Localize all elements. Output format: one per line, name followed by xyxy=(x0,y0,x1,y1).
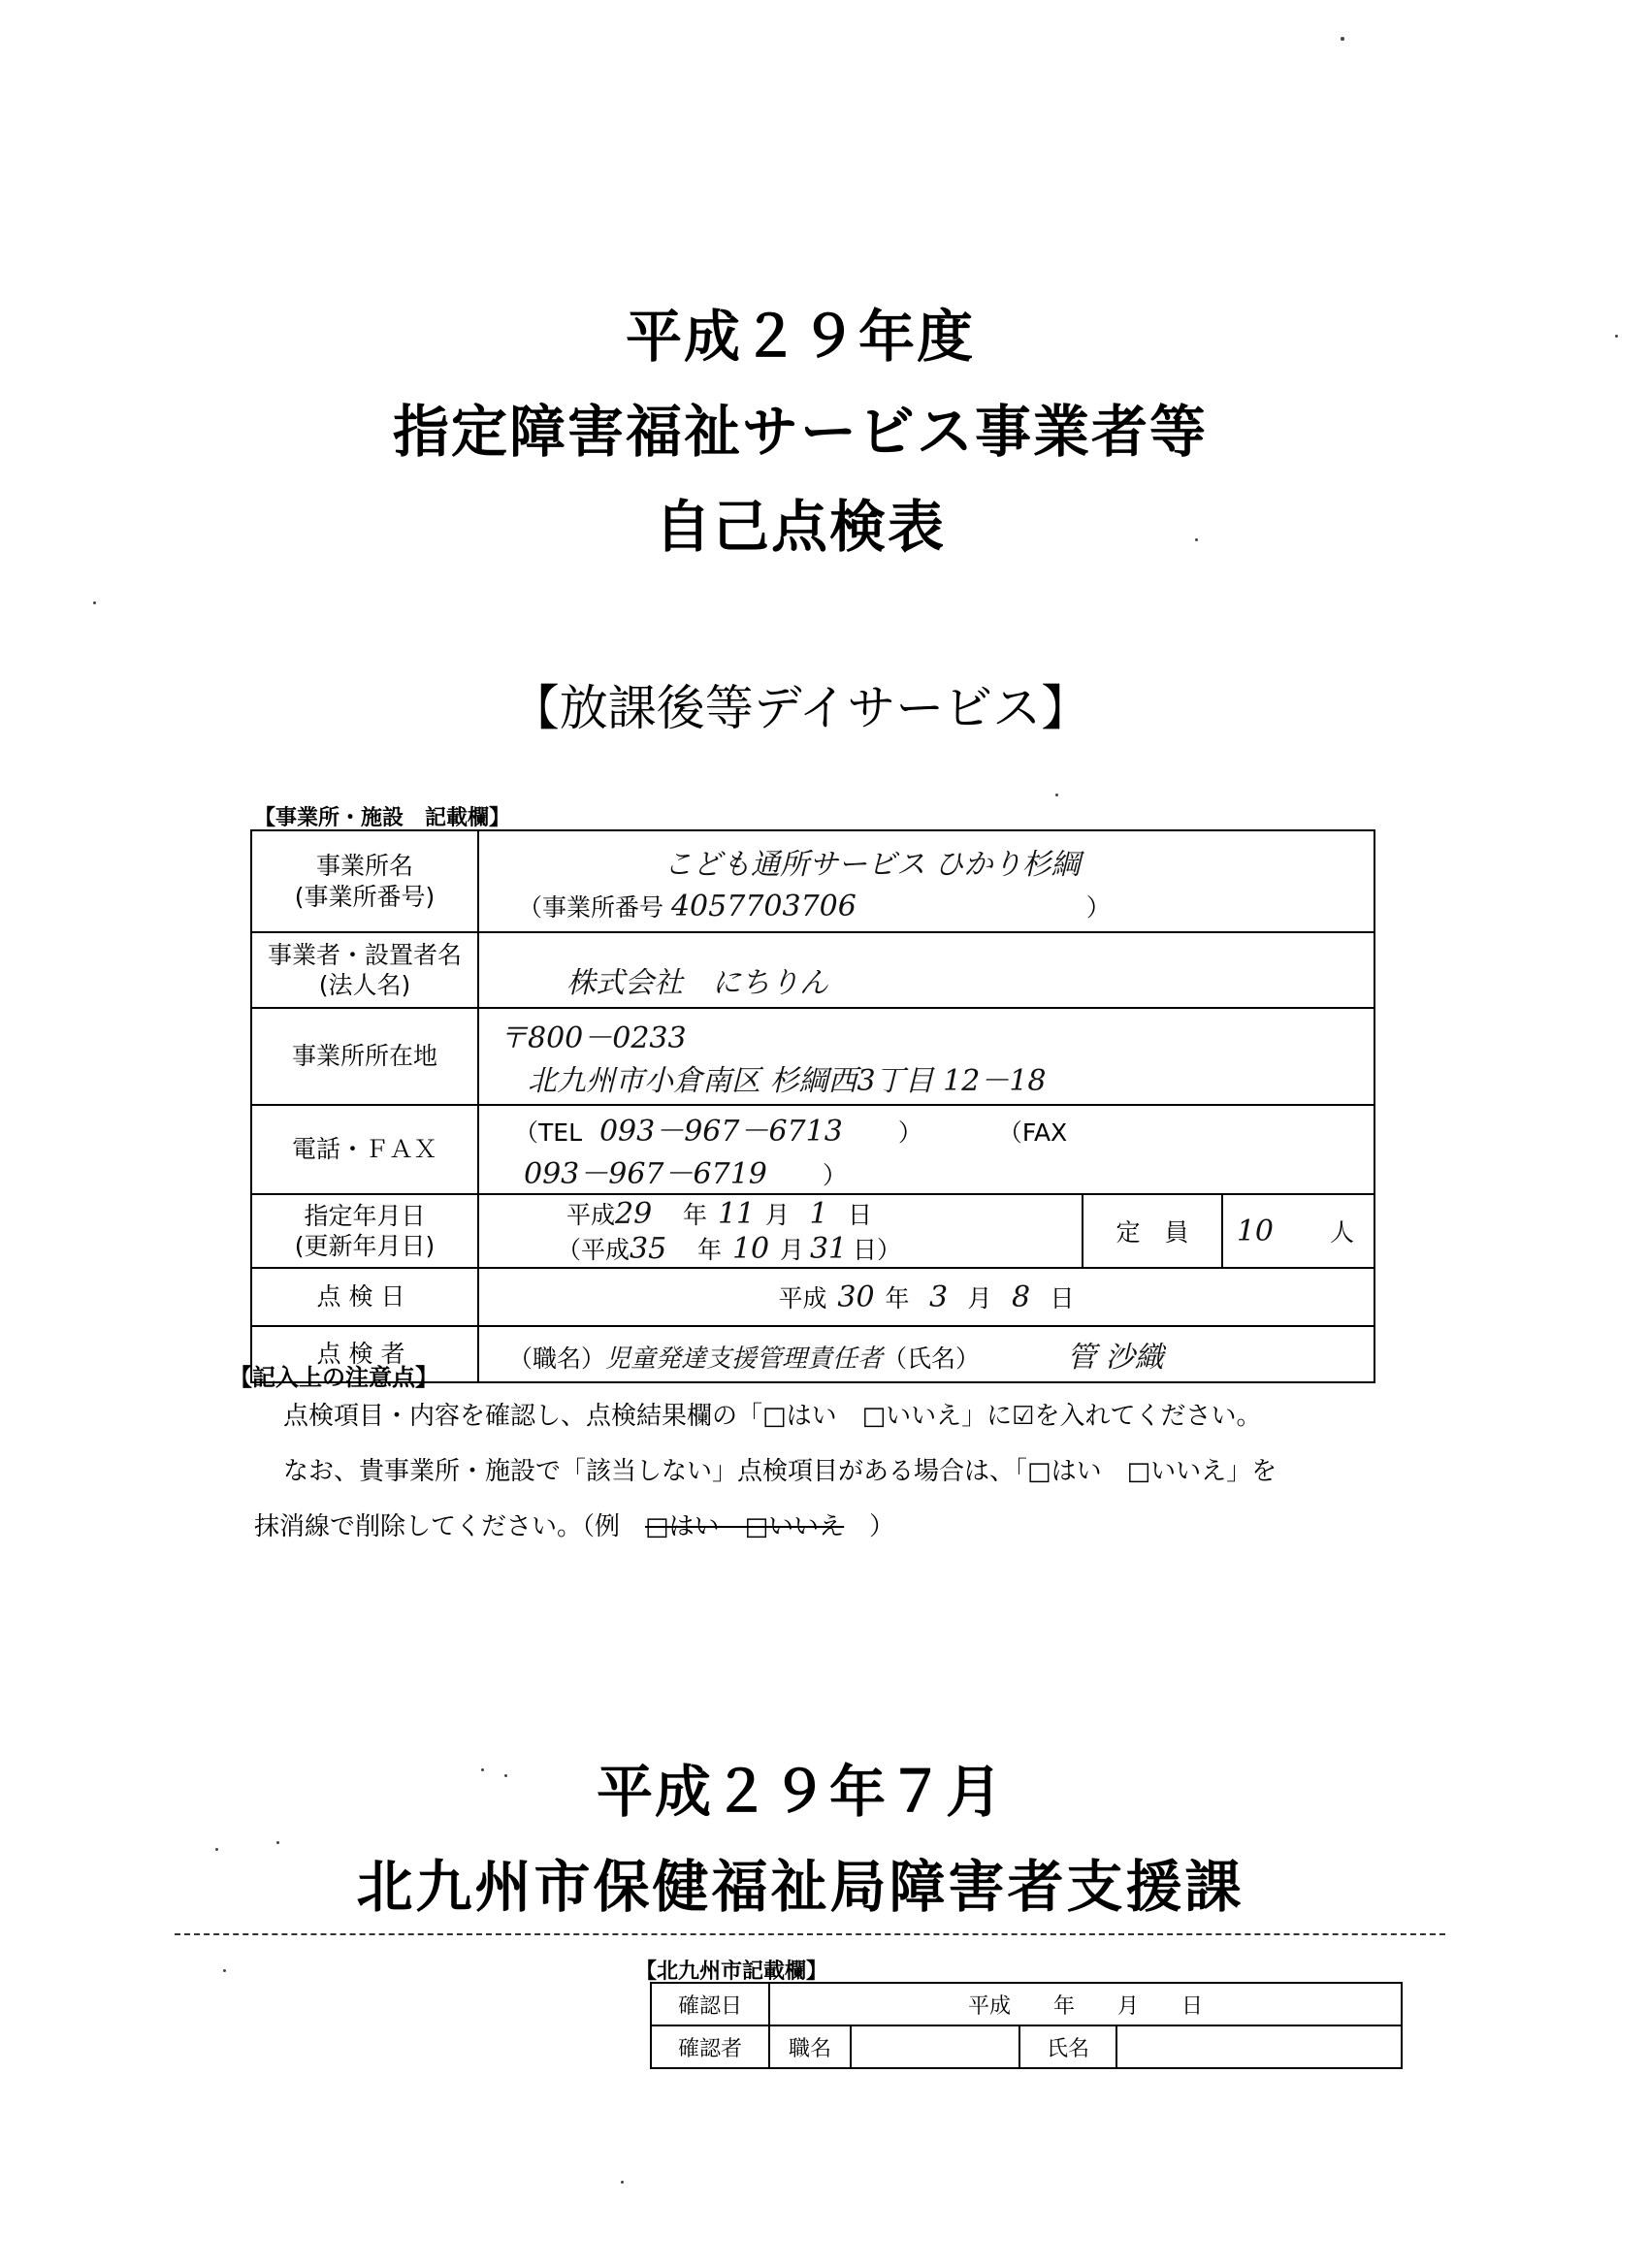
office-number-suffix: ） xyxy=(1085,892,1111,922)
office-name-label: 事業所名 (事業所番号) xyxy=(251,830,478,932)
scan-speck xyxy=(1615,335,1618,338)
notes-line-1: 点検項目・内容を確認し、点検結果欄の「□はい □いいえ」に☑を入れてください。 xyxy=(283,1402,1262,1431)
notes-heading: 【記入上の注意点】 xyxy=(229,1364,438,1391)
inspection-day: 8 xyxy=(1011,1280,1031,1314)
address-value: 北九州市小倉南区 杉綱西3丁目 12－18 xyxy=(528,1064,1047,1098)
designation-cell[interactable] xyxy=(478,1194,1083,1268)
renewal-day-unit: 日） xyxy=(853,1236,902,1264)
confirmer-position-label: 職名 xyxy=(769,2025,851,2068)
designation-year-unit: 年 xyxy=(683,1201,708,1229)
scan-speck xyxy=(93,601,96,604)
renewal-day: 31 xyxy=(809,1232,848,1266)
city-section-heading: 【北九州市記載欄】 xyxy=(635,1960,828,1984)
designation-day: 1 xyxy=(809,1197,828,1231)
inspection-year-unit: 年 xyxy=(885,1284,910,1312)
phone-label: 電話・ＦＡＸ xyxy=(251,1105,478,1194)
scan-speck xyxy=(215,1848,218,1851)
scan-speck xyxy=(1195,538,1198,541)
inspection-era: 平成 xyxy=(778,1284,827,1312)
inspection-date-label: 点検日 xyxy=(251,1268,478,1326)
scan-speck xyxy=(1055,794,1058,796)
office-number-value: 4057703706 xyxy=(670,889,857,923)
fax-suffix: ） xyxy=(822,1161,847,1189)
scan-speck xyxy=(223,1969,226,1972)
capacity-cell[interactable] xyxy=(1222,1194,1374,1268)
scan-speck xyxy=(1341,37,1344,41)
operator-cell[interactable] xyxy=(478,932,1374,1008)
renewal-year-unit: 年 xyxy=(697,1236,723,1264)
issue-date: 平成２９年７月 xyxy=(596,1759,1004,1825)
office-name-value: こども通所サービス ひかり杉綱 xyxy=(663,847,1081,882)
tel-value: 093－967－6713 xyxy=(598,1115,843,1149)
designation-month: 11 xyxy=(717,1197,756,1231)
address-cell[interactable] xyxy=(478,1008,1374,1105)
renewal-month: 10 xyxy=(731,1232,770,1266)
fax-prefix: （FAX xyxy=(997,1118,1068,1147)
scan-speck xyxy=(504,1774,507,1777)
confirm-date-label: 確認日 xyxy=(651,1983,769,2025)
operator-label: 事業者・設置者名 (法人名) xyxy=(251,932,478,1008)
tel-suffix: ） xyxy=(897,1118,922,1147)
confirmer-position-field[interactable] xyxy=(851,2025,1019,2068)
tel-prefix: （TEL xyxy=(514,1118,582,1147)
renewal-era: （平成 xyxy=(557,1236,630,1264)
office-section-heading: 【事業所・施設 記載欄】 xyxy=(254,806,511,830)
designation-day-unit: 日 xyxy=(848,1201,873,1229)
inspector-name-value: 管 沙織 xyxy=(1067,1341,1164,1375)
notes-line-3-start: 抹消線で削除してください。（例 xyxy=(254,1512,646,1541)
scan-speck xyxy=(276,1841,279,1844)
inspector-position-prefix: （職名） xyxy=(508,1345,606,1373)
capacity-label: 定 員 xyxy=(1083,1194,1222,1268)
capacity-value: 10 xyxy=(1236,1215,1275,1248)
office-name-cell[interactable] xyxy=(478,830,1374,932)
city-confirmation-table xyxy=(650,1982,1403,2069)
renewal-year: 35 xyxy=(630,1232,667,1266)
fax-value: 093－967－6719 xyxy=(524,1157,767,1191)
confirmer-name-label: 氏名 xyxy=(1019,2025,1116,2068)
sub-title: 自己点検表 xyxy=(654,494,946,560)
inspection-month: 3 xyxy=(928,1280,949,1314)
designation-label: 指定年月日 (更新年月日) xyxy=(251,1194,478,1268)
designation-year: 29 xyxy=(615,1197,653,1231)
confirm-date-value[interactable]: 平成 年 月 日 xyxy=(769,1983,1402,2025)
inspector-label: 点検者 xyxy=(251,1326,478,1382)
renewal-month-unit: 月 xyxy=(780,1236,805,1264)
department-name: 北九州市保健福祉局障害者支援課 xyxy=(356,1854,1245,1920)
phone-cell[interactable] xyxy=(478,1105,1374,1194)
cut-line xyxy=(175,1933,1445,1935)
scan-speck xyxy=(621,2181,624,2184)
confirmer-name-field[interactable] xyxy=(1116,2025,1402,2068)
operator-value: 株式会社 にちりん xyxy=(566,965,828,1000)
service-type: 【放課後等デイサービス】 xyxy=(510,680,1090,736)
office-number-prefix: （事業所番号 xyxy=(518,892,664,922)
notes-line-2: なお、貴事業所・施設で「該当しない」点検項目がある場合は、「□はい □いいえ」を xyxy=(283,1457,1277,1486)
inspection-date-cell[interactable] xyxy=(478,1268,1374,1326)
confirmer-label: 確認者 xyxy=(651,2025,769,2068)
notes-block xyxy=(254,1389,1418,1555)
office-info-table xyxy=(250,829,1375,1383)
year-title: 平成２９年度 xyxy=(625,304,975,370)
inspection-year: 30 xyxy=(837,1280,875,1314)
notes-line-3-end: ） xyxy=(844,1512,895,1541)
scan-speck xyxy=(481,1768,484,1771)
inspector-position-value: 児童発達支援管理責任者 xyxy=(605,1345,884,1374)
inspector-name-prefix: （氏名） xyxy=(883,1345,981,1373)
notes-strike-example: □はい □いいえ xyxy=(645,1512,845,1541)
postal-code: 〒800－0233 xyxy=(499,1021,687,1055)
capacity-unit: 人 xyxy=(1329,1218,1354,1247)
designation-era: 平成 xyxy=(566,1201,616,1229)
inspection-day-unit: 日 xyxy=(1050,1284,1075,1312)
designation-month-unit: 月 xyxy=(765,1201,791,1229)
inspection-month-unit: 月 xyxy=(967,1284,992,1312)
inspector-cell[interactable] xyxy=(478,1326,1374,1382)
address-label: 事業所所在地 xyxy=(251,1008,478,1105)
main-title: 指定障害福祉サービス事業者等 xyxy=(392,399,1208,465)
